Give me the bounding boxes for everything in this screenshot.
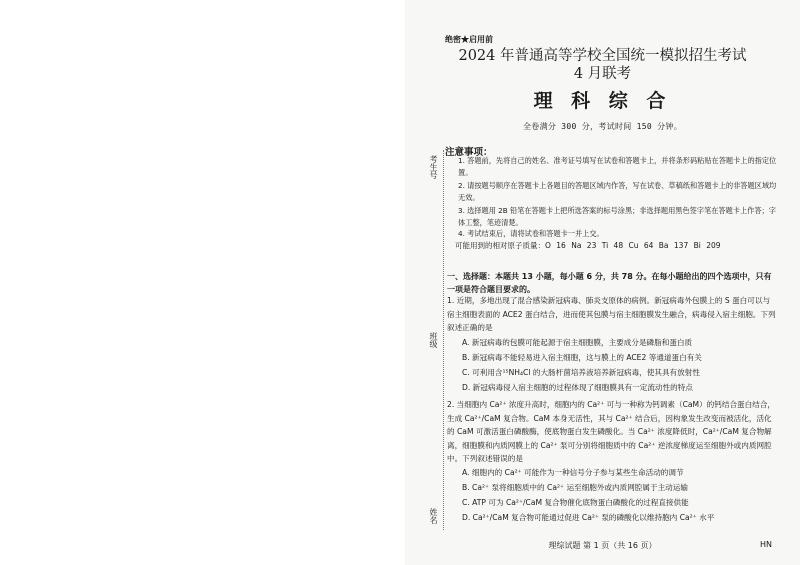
question-1-option-b: B. 新冠病毒不能轻易进入宿主细胞，这与膜上的 ACE2 等通道蛋白有关 [462,353,702,362]
question-2-stem: 2. 当细胞内 Ca²⁺ 浓度升高时，细胞内的 Ca²⁺ 可与一种称为钙调素（CaM）的钙结合蛋白结合，生成 Ca²⁺/CaM 复合物。CaM 本身无活性，其与 Ca²⁺ 结合后，因构象发生改变而被活化，活化的 CaM 可激活蛋白磷酸酶，使底物蛋白发生磷酸化。当 Ca²⁺ 浓度降低时，Ca²⁺/CaM 复合物解离，细胞膜和内质网膜上的 Ca²⁺ 泵可分别将细胞质中的 Ca²⁺ 逆浓度梯度运至细胞外或内质网腔中。下列叙述错误的是 [447,400,776,463]
section-heading: 一、选择题：本题共 13 小题，每小题 6 分，共 78 分。在每小题给出的四个选项中，只有一项是符合题目要求的。 [447,272,772,294]
notes-heading: 注意事项： [445,147,493,158]
question-2-option-b: B. Ca²⁺ 泵将细胞质中的 Ca²⁺ 运至细胞外或内质网腔属于主动运输 [462,483,688,492]
page-footer: 理综试题 第 1 页（共 16 页） [548,541,657,550]
confidential-label: 绝密★启用前 [445,34,493,44]
class-label: 班级 [429,332,438,348]
question-2-option-d: D. Ca²⁺/CaM 复合物可能通过促进 Ca²⁺ 泵的磷酸化以维持胞内 Ca²⁺ 水平 [462,513,715,522]
question-2-option-a: A. 细胞内的 Ca²⁺ 可能作为一种信号分子参与某些生命活动的调节 [462,468,684,477]
question-1-option-a: A. 新冠病毒的包膜可能起源于宿主细胞膜，主要成分是磷脂和蛋白质 [462,338,693,347]
region-code: HN [760,540,772,549]
score-time-line: 全卷满分 300 分，考试时间 150 分钟。 [522,122,683,131]
question-2-option-c: C. ATP 可为 Ca²⁺/CaM 复合物催化底物蛋白磷酸化的过程直接供能 [462,498,689,507]
name-label: 姓名 [429,508,438,524]
subject-title: 理 科 综 合 [533,90,672,112]
atomic-masses: 可能用到的相对原子质量：O 16 Na 23 Ti 48 Cu 64 Ba 137 Bi 209 [455,241,721,250]
exam-subtitle: 4 月联考 [573,66,632,82]
note-item: 3. 选择题用 2B 铅笔在答题卡上把所选答案的标号涂黑；非选择题用黑色签字笔在答题卡上作答；字体工整，笔迹清楚。 [458,206,776,227]
question-1-option-d: D. 新冠病毒侵入宿主细胞的过程体现了细胞膜具有一定流动性的特点 [462,383,693,392]
note-item: 4. 考试结束后，请将试卷和答题卡一并上交。 [458,229,604,238]
exam-number-label: 考生号 [429,155,438,179]
question-1-option-c: C. 可利用含¹⁵NH₄Cl 的大肠杆菌培养液培养新冠病毒，使其具有放射性 [462,368,700,377]
question-1-stem: 1. 近期，多地出现了混合感染新冠病毒、肺炎支原体的病例。新冠病毒外包膜上的 S 蛋白可以与宿主细胞表面的 ACE2 蛋白结合，进而使其包膜与宿主细胞膜发生融合，病毒侵入宿主细胞。下列叙述正确的是 [447,296,776,332]
note-item: 1. 答题前，先将自己的姓名、准考证号填写在试卷和答题卡上，并将条形码粘贴在答题卡上的指定位置。 [458,156,777,177]
note-item: 2. 请按题号顺序在答题卡上各题目的答题区域内作答，写在试卷、草稿纸和答题卡上的非答题区域均无效。 [458,181,777,202]
binding-line [443,150,444,530]
exam-title: 2024 年普通高等学校全国统一模拟招生考试 [458,48,747,64]
